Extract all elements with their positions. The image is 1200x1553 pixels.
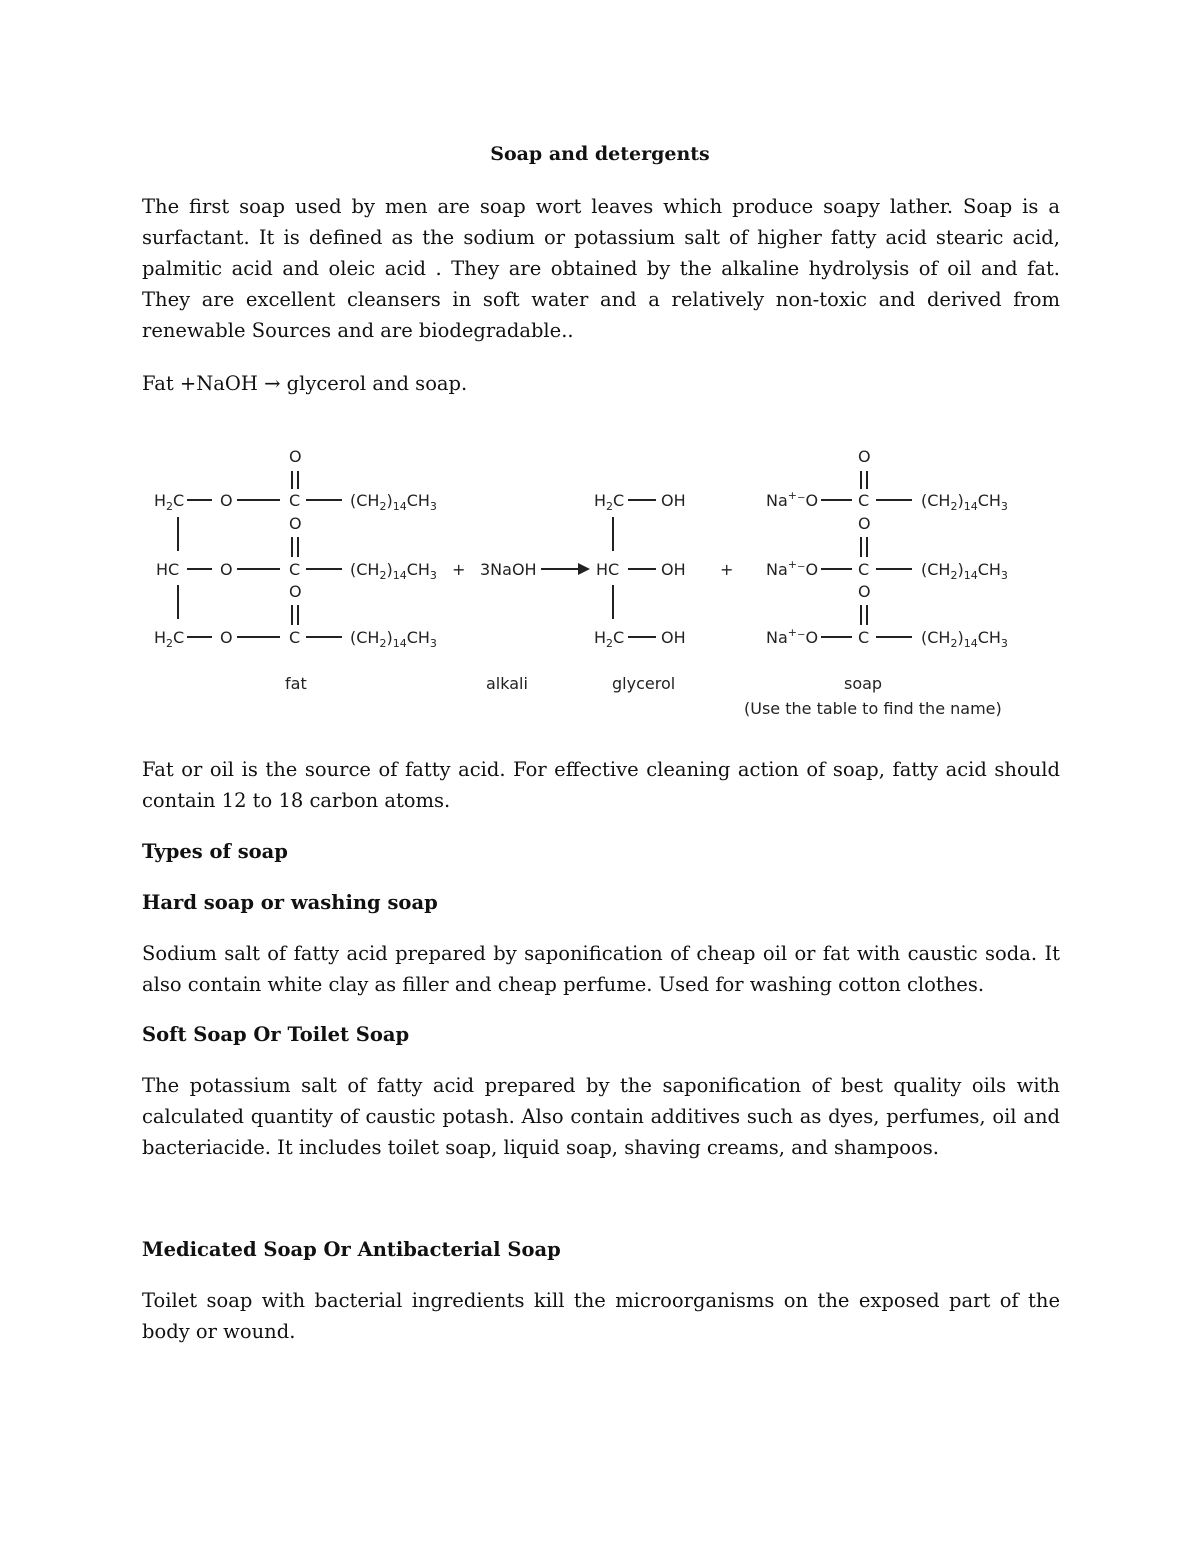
fat-chain-mid: $(CH_2)_{14}CH_3$ [350,560,437,582]
fat-c-top: C [289,491,301,510]
glycerol-oh-top: OH [661,491,686,510]
medicated-soap-paragraph: Toilet soap with bacterial ingredients kill the microorganisms on the exposed part of the body or wound. [142,1289,1060,1343]
fatty-acid-paragraph: Fat or oil is the source of fatty acid. For effective cleaning action of soap, fatty acid should contain 12 to 18 carbon atoms. [142,758,1060,812]
soft-soap-heading: Soft Soap Or Toilet Soap [142,1023,410,1046]
reaction-arrow-head [578,563,590,575]
fat-chain-bottom: $(CH_2)_{14}CH_3$ [350,628,437,650]
soap-na-top: Na+⁻O [766,489,819,510]
fat-h2c-bottom: $H_2C$ [154,628,185,650]
glycerol-hc: HC [596,560,620,579]
fat-carbonyl-o-top: O [289,447,302,466]
soap-carbonyl-o-mid: O [858,514,871,533]
glycerol-oh-mid: OH [661,560,686,579]
soap-carbonyl-o-bottom: O [858,582,871,601]
saponification-diagram [140,435,1020,725]
fat-o-bottom: O [220,628,233,647]
soap-chain-top: $(CH_2)_{14}CH_3$ [921,491,1008,513]
soap-structure [744,447,1008,718]
fat-c-bottom: C [289,628,301,647]
fat-label: fat [285,674,307,693]
page-title: Soap and detergents [490,143,710,165]
fat-o-top: O [220,491,233,510]
soap-c-top: C [858,491,870,510]
fat-carbonyl-o-bottom: O [289,582,302,601]
naoh-reagent: 3NaOH [480,560,537,579]
plus-sign-2: + [720,560,734,579]
medicated-soap-heading: Medicated Soap Or Antibacterial Soap [142,1238,561,1261]
intro-paragraph: The first soap used by men are soap wort leaves which produce soapy lather. Soap is a surfactant. It is defined as the sodium or potassium salt of higher fatty acid stearic acid, palmitic acid and oleic acid . They are obtained by the alkaline hydrolysis of oil and fat. They are excellent cleansers in soft water and a relatively non-toxic and derived from renewable Sources and are biodegradable.. [142,195,1060,342]
glycerol-oh-bottom: OH [661,628,686,647]
soap-carbonyl-o-top: O [858,447,871,466]
alkali-label: alkali [486,674,528,693]
glycerol-h2c-top: $H_2C$ [594,491,625,513]
fat-carbonyl-o-mid: O [289,514,302,533]
saponification-equation: Fat +NaOH → glycerol and soap. [142,372,468,395]
types-heading: Types of soap [142,840,288,863]
hard-soap-paragraph: Sodium salt of fatty acid prepared by saponification of cheap oil or fat with caustic soda. It also contain white clay as filler and cheap perfume. Used for washing cotton clothes. [142,942,1060,996]
soap-chain-mid: $(CH_2)_{14}CH_3$ [921,560,1008,582]
soap-chain-bottom: $(CH_2)_{14}CH_3$ [921,628,1008,650]
plus-sign-1: + [452,560,466,579]
soap-note: (Use the table to find the name) [744,699,1002,718]
glycerol-label: glycerol [612,674,676,693]
hard-soap-heading: Hard soap or washing soap [142,891,438,914]
fat-h2c-top: $H_2C$ [154,491,185,513]
fat-chain-top: $(CH_2)_{14}CH_3$ [350,491,437,513]
fat-hc: HC [156,560,180,579]
soap-label: soap [844,674,883,693]
fat-c-mid: C [289,560,301,579]
soap-na-bottom: Na+⁻O [766,626,819,647]
soft-soap-paragraph: The potassium salt of fatty acid prepared by the saponification of best quality oils with calculated quantity of caustic potash. Also contain additives such as dyes, perfumes, oil and bacteriacide. It includes toilet soap, liquid soap, shaving creams, and shampoos. [142,1074,1060,1159]
fat-o-mid: O [220,560,233,579]
soap-c-mid: C [858,560,870,579]
fat-structure [154,447,437,693]
soap-c-bottom: C [858,628,870,647]
soap-na-mid: Na+⁻O [766,558,819,579]
glycerol-structure [594,491,686,693]
glycerol-h2c-bottom: $H_2C$ [594,628,625,650]
